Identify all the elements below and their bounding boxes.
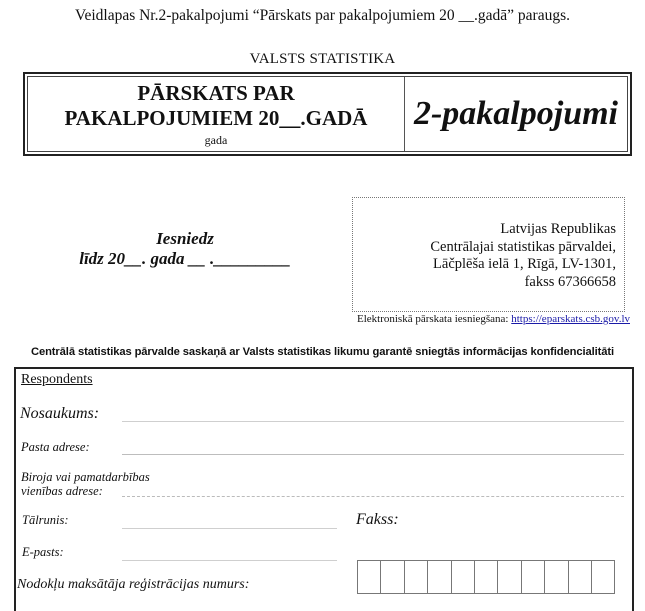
title-box-inner (27, 76, 628, 152)
tax-reg-digit-box[interactable] (428, 561, 451, 593)
recipient-line: Centrālajai statistikas pārvaldei, (430, 238, 616, 255)
email-field[interactable] (122, 560, 337, 561)
postal-address-label: Pasta adrese: (21, 440, 90, 454)
tax-reg-number-input[interactable] (357, 560, 615, 594)
tax-reg-digit-box[interactable] (569, 561, 592, 593)
tax-reg-digit-box[interactable] (475, 561, 498, 593)
electronic-submission (340, 313, 630, 325)
form-code: 2-pakalpojumi (413, 95, 619, 132)
recipient-line: Latvijas Republikas (500, 221, 616, 237)
tax-reg-digit-box[interactable] (545, 561, 568, 593)
office-address-label (21, 470, 150, 498)
title-box (23, 72, 632, 156)
tax-reg-digit-box[interactable] (592, 561, 615, 593)
tax-reg-digit-box[interactable] (381, 561, 404, 593)
email-label: E-pasts: (22, 545, 64, 559)
report-title-cell (28, 77, 405, 151)
submission-deadline (40, 229, 330, 269)
name-field[interactable] (122, 421, 624, 422)
confidentiality-note: Centrālā statistikas pārvalde saskaņā ar Valsts statistikas likumu garantē sniegtās informācijas konfidencialitāti (30, 346, 615, 358)
tax-reg-number-label: Nodokļu maksātāja reģistrācijas numurs: (17, 577, 250, 592)
office-address-field[interactable] (122, 496, 624, 497)
report-title-line1: PĀRSKATS PAR (137, 81, 295, 105)
report-title-subtitle: gada (204, 133, 228, 147)
electronic-submission-label: Elektroniskā pārskata iesniegšana: (356, 313, 512, 325)
name-label: Nosaukums: (20, 405, 100, 422)
recipient-line: Lāčplēša ielā 1, Rīgā, LV-1301, (433, 256, 616, 272)
submit-date: līdz 20__. gada __ ._________ (79, 249, 291, 268)
phone-label: Tālrunis: (22, 513, 69, 527)
recipient-line: fakss 67366658 (524, 273, 616, 290)
recipient-address (430, 221, 616, 291)
postal-address-field[interactable] (122, 454, 624, 455)
phone-field[interactable] (122, 528, 337, 529)
fax-label: Fakss: (356, 511, 399, 528)
form-caption: Veidlapas Nr.2-pakalpojumi “Pārskats par pakalpojumiem 20 __.gadā” paraugs. (74, 7, 570, 24)
tax-reg-digit-box[interactable] (522, 561, 545, 593)
state-statistics-label: VALSTS STATISTIKA (249, 51, 396, 67)
tax-reg-digit-box[interactable] (358, 561, 381, 593)
office-address-label-line2: vienības adrese: (21, 484, 103, 498)
tax-reg-digit-box[interactable] (405, 561, 428, 593)
respondent-heading: Respondents (21, 372, 93, 387)
eparskats-link[interactable]: https://eparskats.csb.gov.lv (511, 313, 630, 325)
submit-label: Iesniedz (156, 229, 214, 248)
tax-reg-digit-box[interactable] (452, 561, 475, 593)
office-address-label-line1: Biroja vai pamatdarbības (21, 470, 150, 484)
recipient-address-box (352, 197, 625, 312)
report-title-line2: PAKALPOJUMIEM 20__.GADĀ (64, 106, 368, 130)
tax-reg-digit-box[interactable] (498, 561, 521, 593)
